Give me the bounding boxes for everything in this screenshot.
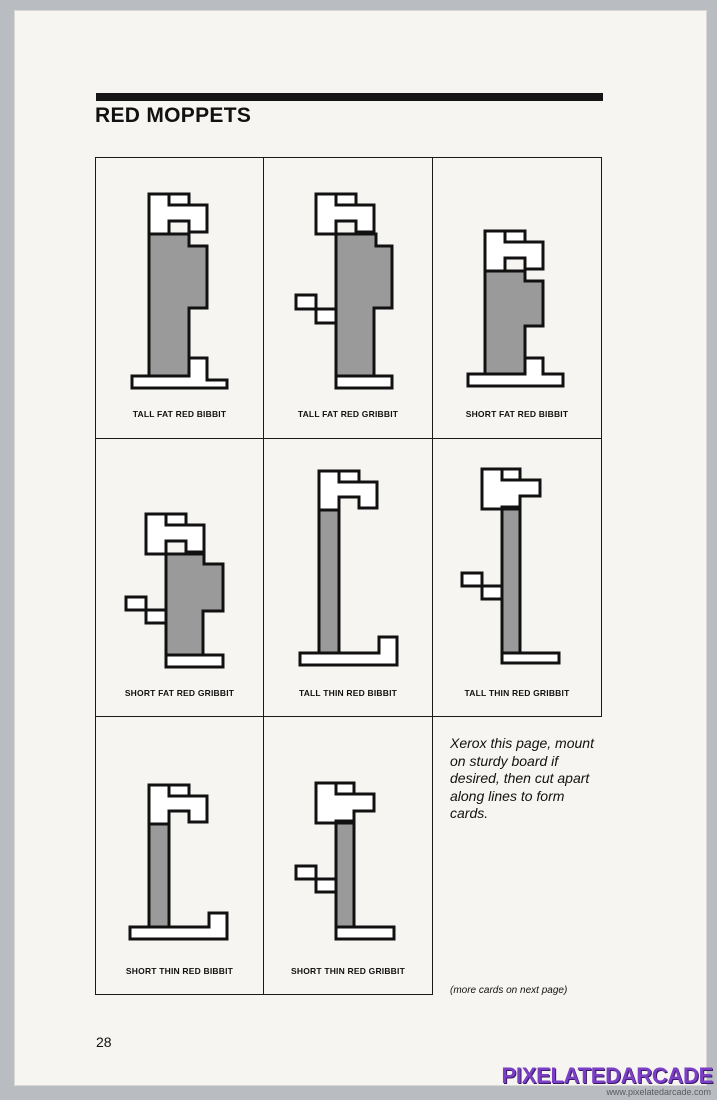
card-tall-thin-red-bibbit	[264, 439, 433, 717]
tall-thin-gribbit-figure	[433, 439, 602, 717]
title-rule	[96, 93, 603, 101]
card-tall-thin-red-gribbit	[433, 439, 602, 717]
card-label: SHORT THIN RED GRIBBIT	[291, 966, 405, 976]
card-label: TALL FAT RED GRIBBIT	[297, 409, 399, 419]
tall-fat-gribbit-figure	[264, 158, 433, 440]
page-number: 28	[96, 1034, 112, 1050]
card-short-fat-red-bibbit	[433, 157, 602, 439]
short-fat-bibbit-figure	[433, 158, 602, 440]
page-title: RED MOPPETS	[95, 104, 252, 127]
card-label: TALL FAT RED BIBBIT	[132, 409, 227, 419]
watermark-url: www.pixelatedarcade.com	[606, 1087, 711, 1097]
card-tall-fat-red-gribbit	[264, 157, 433, 439]
card-label: TALL THIN RED GRIBBIT	[464, 688, 570, 698]
short-fat-gribbit-figure	[96, 439, 265, 717]
card-tall-fat-red-bibbit	[95, 157, 264, 439]
watermark-brand: PIXELATEDARCADE	[501, 1063, 713, 1088]
short-thin-bibbit-figure	[96, 717, 265, 995]
xerox-note: Xerox this page, mount on sturdy board if desired, then cut apart along lines to form cards.	[450, 735, 594, 821]
tall-thin-bibbit-figure	[264, 439, 433, 717]
more-cards-note: (more cards on next page)	[450, 985, 568, 996]
card-label: TALL THIN RED BIBBIT	[298, 688, 398, 698]
card-grid	[95, 157, 602, 995]
card-short-fat-red-gribbit	[95, 439, 264, 717]
card-label: SHORT THIN RED BIBBIT	[125, 966, 234, 976]
tall-fat-bibbit-figure	[96, 158, 265, 440]
card-short-thin-red-gribbit	[264, 717, 433, 995]
card-label: SHORT FAT RED BIBBIT	[465, 409, 569, 419]
card-label: SHORT FAT RED GRIBBIT	[124, 688, 235, 698]
short-thin-gribbit-figure	[264, 717, 433, 995]
card-short-thin-red-bibbit	[95, 717, 264, 995]
